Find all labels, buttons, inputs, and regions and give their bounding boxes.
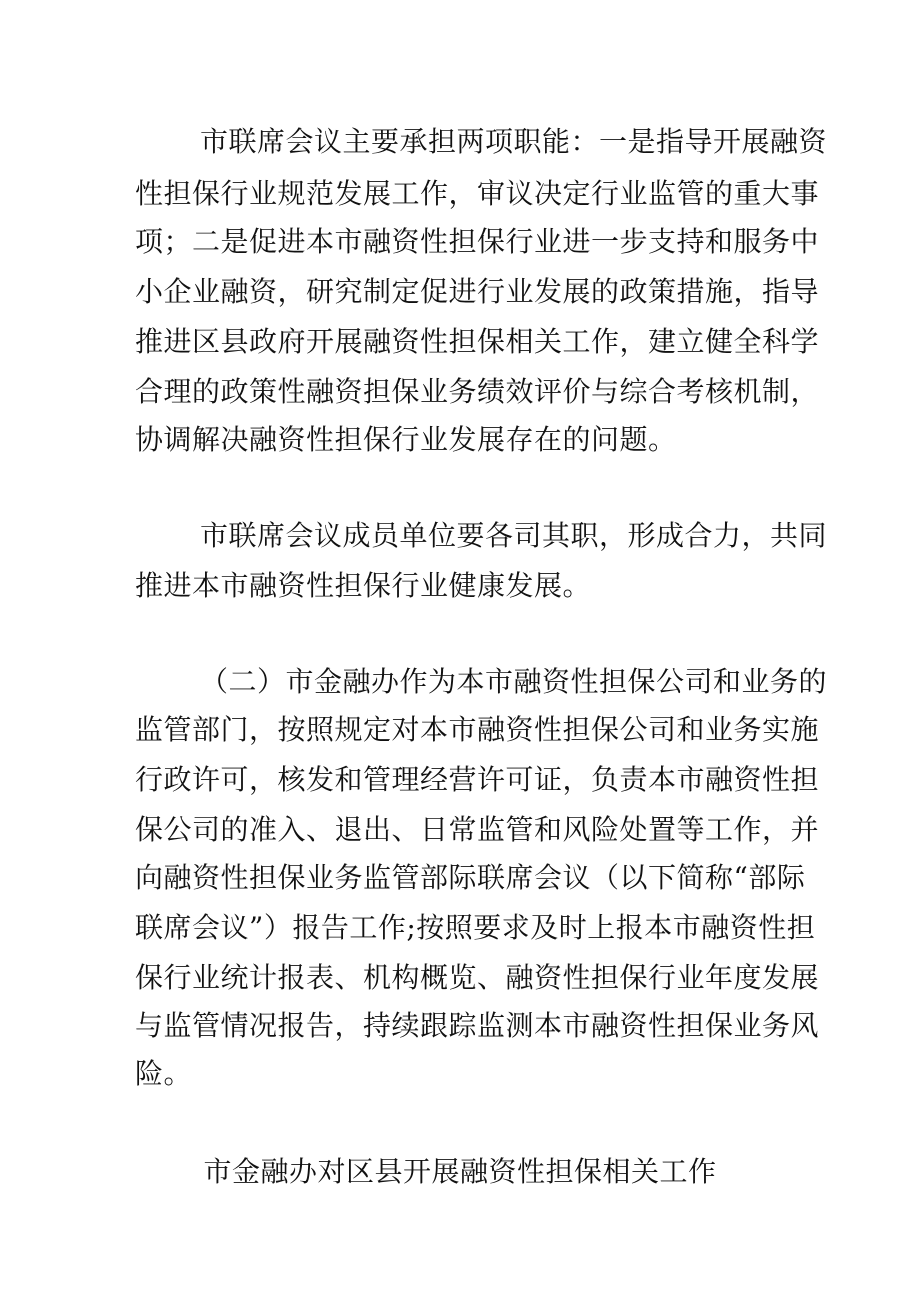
paragraph-line: 险。 xyxy=(135,1057,193,1090)
paragraph-line: 市联席会议成员单位要各司其职，形成合力，共同 xyxy=(200,519,828,552)
paragraph-line: 性担保行业规范发展工作，审议决定行业监管的重大事 xyxy=(135,177,820,210)
paragraph-line: 小企业融资，研究制定促进行业发展的政策措施，指导 xyxy=(135,275,820,308)
paragraph-line: 市联席会议主要承担两项职能：一是指导开展融资 xyxy=(200,125,828,158)
paragraph-line: 保公司的准入、退出、日常监管和风险处置等工作，并 xyxy=(135,813,820,846)
paragraph-line: 协调解决融资性担保行业发展存在的问题。 xyxy=(135,423,677,456)
paragraph-line: 推进区县政府开展融资性担保相关工作，建立健全科学 xyxy=(135,325,820,358)
paragraph-line: 市金融办对区县开展融资性担保相关工作 xyxy=(203,1155,717,1188)
paragraph-line: 合理的政策性融资担保业务绩效评价与综合考核机制， xyxy=(135,375,820,408)
paragraph-line: 向融资性担保业务监管部际联席会议（以下简称“部际 xyxy=(135,861,806,894)
paragraph-line: 项；二是促进本市融资性担保行业进一步支持和服务中 xyxy=(135,225,820,258)
paragraph-line: 监管部门，按照规定对本市融资性担保公司和业务实施 xyxy=(135,713,820,746)
paragraph-line: 推进本市融资性担保行业健康发展。 xyxy=(135,569,592,602)
paragraph-line: （二）市金融办作为本市融资性担保公司和业务的 xyxy=(200,665,828,698)
paragraph-line: 行政许可，核发和管理经营许可证，负责本市融资性担 xyxy=(135,763,820,796)
paragraph-line: 保行业统计报表、机构概览、融资性担保行业年度发展 xyxy=(135,961,820,994)
paragraph-line: 联席会议”）报告工作;按照要求及时上报本市融资性担 xyxy=(135,911,816,944)
paragraph-line: 与监管情况报告，持续跟踪监测本市融资性担保业务风 xyxy=(135,1009,820,1042)
